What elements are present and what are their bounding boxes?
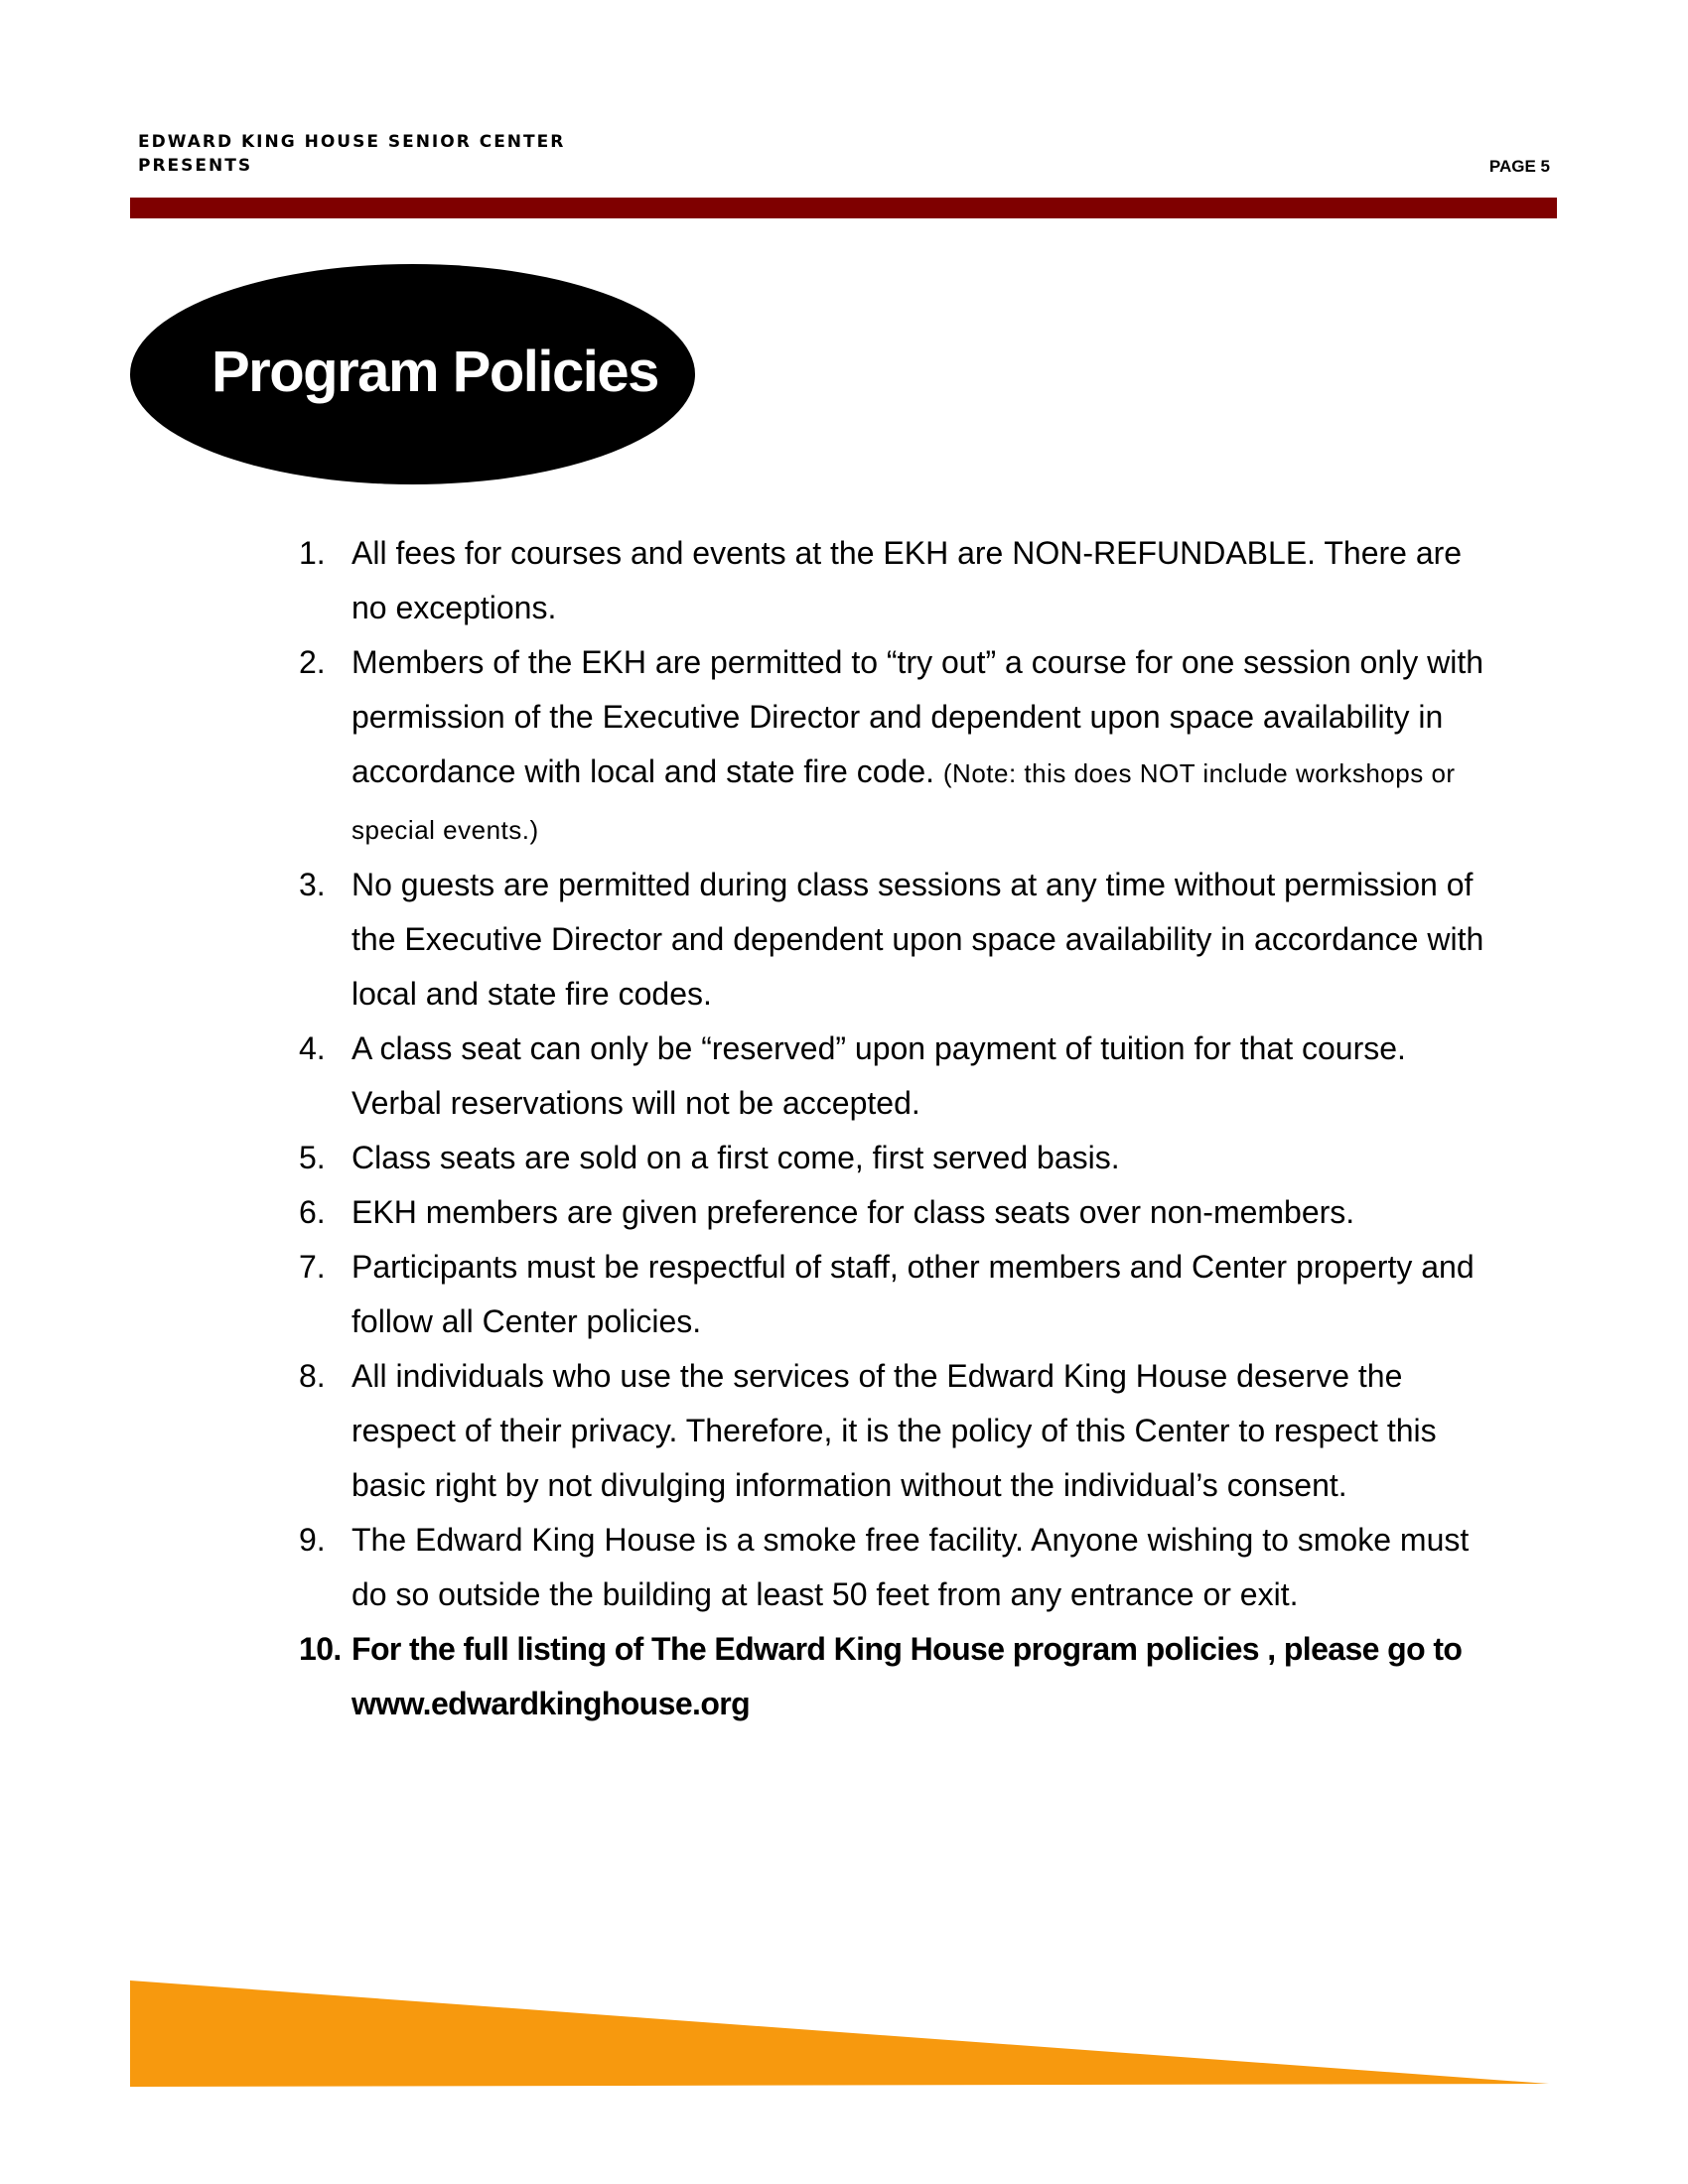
policy-item: [299, 1185, 1490, 1240]
policy-text: Participants must be respectful of staff, other members and Center property and follow all Center policies.: [352, 1249, 1475, 1339]
policy-text: Members of the EKH are permitted to “try out” a course for one session only with permission of the Executive Director and dependent upon space availability in accordance with local and state fire code.: [352, 644, 1484, 789]
policy-text: A class seat can only be “reserved” upon payment of tuition for that course. Verbal reservations will not be accepted.: [352, 1030, 1406, 1121]
header-rule: [130, 198, 1557, 218]
policy-item: [299, 1131, 1490, 1185]
policy-item: [299, 1513, 1490, 1622]
policy-item: [299, 635, 1490, 858]
newsletter-header: [138, 130, 565, 178]
policy-number: 9.: [299, 1522, 326, 1558]
policy-item: [299, 526, 1490, 635]
policy-text: EKH members are given preference for class seats over non-members.: [352, 1194, 1355, 1230]
policy-text: All fees for courses and events at the EKH are NON-REFUNDABLE. There are no exceptions.: [352, 535, 1463, 625]
presents-label: PRESENTS: [138, 156, 253, 176]
policy-item-website: [299, 1622, 1490, 1731]
policy-item: [299, 1022, 1490, 1131]
policy-number: 5.: [299, 1140, 326, 1175]
policy-item: [299, 858, 1490, 1022]
policy-text: All individuals who use the services of the Edward King House deserve the respect of their privacy. Therefore, it is the policy of this Center to respect this basic right by not divulging information without the individual’s consent.: [352, 1358, 1437, 1503]
policy-number: 3.: [299, 867, 326, 902]
policy-number: 8.: [299, 1358, 326, 1394]
policy-text-website: For the full listing of The Edward King House program policies , please go to www.edwardkinghouse.org: [352, 1631, 1463, 1721]
policy-number: 1.: [299, 535, 326, 571]
policy-text: No guests are permitted during class sessions at any time without permission of the Executive Director and dependent upon space availability in accordance with local and state fire codes.: [352, 867, 1484, 1012]
footer-wedge: [130, 1980, 1549, 2087]
page-title: Program Policies: [211, 340, 658, 404]
policy-item: [299, 1240, 1490, 1349]
policy-text: The Edward King House is a smoke free facility. Anyone wishing to smoke must do so outside the building at least 50 feet from any entrance or exit.: [352, 1522, 1470, 1612]
page-number: PAGE 5: [1488, 157, 1550, 176]
policy-note: (Note: this does NOT include workshops or special events.): [352, 758, 1456, 845]
policy-number: 4.: [299, 1030, 326, 1066]
policy-number: 10.: [299, 1631, 342, 1667]
policy-item: [299, 1349, 1490, 1513]
footer-wedge-shape: [130, 1980, 1549, 2087]
policy-list: [299, 526, 1490, 1731]
policy-number: 7.: [299, 1249, 326, 1285]
policy-number: 6.: [299, 1194, 326, 1230]
policy-text: Class seats are sold on a first come, first served basis.: [352, 1140, 1120, 1175]
org-name: EDWARD KING HOUSE SENIOR CENTER: [138, 132, 566, 152]
policy-number: 2.: [299, 644, 326, 680]
